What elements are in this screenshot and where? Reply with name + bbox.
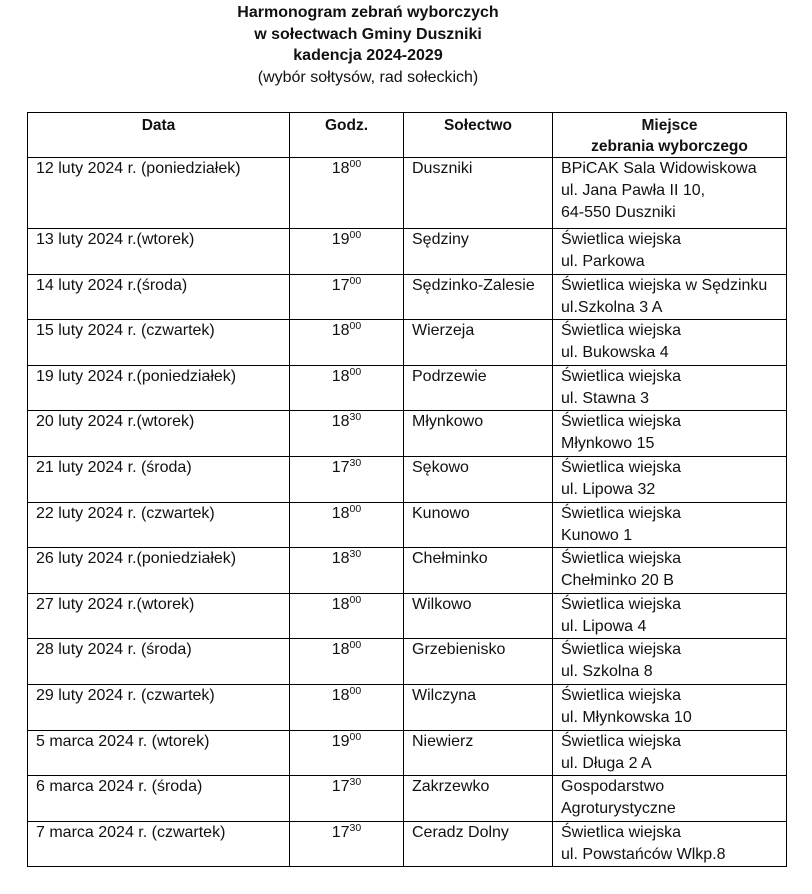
table-row: [28, 158, 787, 229]
date-cell: 28 luty 2024 r. (środa): [28, 639, 290, 685]
time-minutes: 00: [349, 639, 362, 652]
time-cell: [290, 229, 404, 275]
village-cell: Ceradz Dolny: [404, 821, 553, 867]
table-row: [28, 365, 787, 411]
time-hour: 18: [331, 550, 350, 568]
time-minutes: 30: [349, 776, 362, 789]
place-line: ul. Długa 2 A: [561, 754, 652, 772]
header-place-line: zebrania wyborczego: [591, 138, 748, 155]
place-line: ul. Parkowa: [561, 253, 645, 270]
village-cell: Wierzeja: [404, 320, 553, 366]
place-line: ul. Jana Pawła II 10,: [561, 182, 706, 199]
village-cell: Grzebienisko: [404, 639, 553, 685]
time-minutes: 00: [349, 593, 362, 606]
time-hour: 18: [331, 322, 350, 340]
meeting-schedule-table: [27, 112, 787, 867]
time-hour: 19: [331, 732, 350, 750]
place-line: Młynkowo 15: [561, 435, 655, 453]
time-hour: 18: [331, 595, 350, 613]
place-line: ul. Szkolna 8: [561, 663, 653, 681]
place-line: Świetlica wiejska: [561, 550, 682, 568]
time-cell: [290, 411, 404, 457]
time-minutes: 00: [349, 684, 362, 697]
place-cell: [553, 776, 787, 822]
time-minutes: 00: [349, 730, 362, 743]
place-line: Świetlica wiejska: [561, 231, 682, 248]
table-row: [28, 821, 787, 867]
time-minutes: 00: [349, 365, 362, 378]
place-cell: [553, 229, 787, 275]
place-cell: [553, 684, 787, 730]
date-cell: 26 luty 2024 r.(poniedziałek): [28, 548, 290, 594]
header-place-line: Miejsce: [641, 117, 698, 134]
document-header: [168, 2, 568, 89]
date-cell: 13 luty 2024 r.(wtorek): [28, 229, 290, 275]
place-line: Świetlica wiejska: [561, 641, 682, 659]
table-row: [28, 639, 787, 685]
village-cell: Niewierz: [404, 730, 553, 776]
place-line: ul. Lipowa 4: [561, 617, 647, 635]
time-cell: [290, 158, 404, 229]
place-line: Świetlica wiejska w Sędzinku: [561, 276, 768, 294]
place-cell: [553, 639, 787, 685]
table-row: [28, 776, 787, 822]
header-place: [553, 113, 787, 158]
place-line: ul. Powstańców Wlkp.8: [561, 845, 726, 863]
document-title: Harmonogram zebrań wyborczych: [237, 4, 499, 21]
date-cell: 29 luty 2024 r. (czwartek): [28, 684, 290, 730]
time-cell: [290, 456, 404, 502]
place-line: Świetlica wiejska: [561, 504, 682, 522]
village-cell: Kunowo: [404, 502, 553, 548]
document-subtitle: (wybór sołtysów, rad sołeckich): [257, 69, 479, 87]
time-hour: 18: [331, 686, 350, 704]
village-cell: Zakrzewko: [404, 776, 553, 822]
time-minutes: 30: [349, 411, 362, 424]
place-line: ul.Szkolna 3 A: [561, 298, 663, 316]
time-cell: [290, 502, 404, 548]
place-line: Świetlica wiejska: [561, 458, 682, 476]
table-row: [28, 502, 787, 548]
time-cell: [290, 548, 404, 594]
table-body: [28, 158, 787, 867]
place-cell: [553, 548, 787, 594]
time-cell: [290, 821, 404, 867]
place-line: ul. Lipowa 32: [561, 480, 656, 498]
header-village: Sołectwo: [404, 113, 553, 158]
place-line: Świetlica wiejska: [561, 686, 682, 704]
place-cell: [553, 821, 787, 867]
village-cell: Wilczyna: [404, 684, 553, 730]
time-hour: 18: [331, 504, 350, 522]
place-cell: [553, 320, 787, 366]
place-line: Świetlica wiejska: [561, 322, 682, 340]
table-row: [28, 730, 787, 776]
table-row: [28, 548, 787, 594]
place-cell: [553, 502, 787, 548]
time-hour: 17: [331, 778, 350, 796]
date-cell: 22 luty 2024 r. (czwartek): [28, 502, 290, 548]
date-cell: 27 luty 2024 r.(wtorek): [28, 593, 290, 639]
date-cell: 6 marca 2024 r. (środa): [28, 776, 290, 822]
place-cell: [553, 593, 787, 639]
place-line: ul. Bukowska 4: [561, 344, 669, 362]
village-cell: Sędziny: [404, 229, 553, 275]
time-minutes: 30: [349, 548, 362, 561]
table-row: [28, 411, 787, 457]
time-hour: 17: [331, 276, 350, 294]
date-cell: 14 luty 2024 r.(środa): [28, 274, 290, 320]
place-line: BPiCAK Sala Widowiskowa: [561, 160, 757, 177]
time-cell: [290, 320, 404, 366]
table-row: [28, 684, 787, 730]
place-line: ul. Stawna 3: [561, 389, 650, 407]
document-term: kadencja 2024-2029: [293, 47, 443, 65]
header-time: Godz.: [290, 113, 404, 158]
time-hour: 18: [331, 367, 350, 385]
date-cell: 20 luty 2024 r.(wtorek): [28, 411, 290, 457]
place-line: ul. Młynkowska 10: [561, 708, 692, 726]
time-cell: [290, 684, 404, 730]
date-cell: 7 marca 2024 r. (czwartek): [28, 821, 290, 867]
table-row: [28, 320, 787, 366]
table-row: [28, 456, 787, 502]
time-minutes: 00: [349, 320, 362, 333]
place-cell: [553, 411, 787, 457]
time-minutes: 00: [349, 274, 362, 287]
village-cell: Młynkowo: [404, 411, 553, 457]
village-cell: Podrzewie: [404, 365, 553, 411]
time-cell: [290, 639, 404, 685]
time-hour: 19: [331, 231, 350, 248]
time-cell: [290, 730, 404, 776]
place-line: Świetlica wiejska: [561, 367, 682, 385]
time-minutes: 30: [349, 456, 362, 469]
document-title-location: w sołectwach Gminy Duszniki: [254, 25, 482, 43]
time-minutes: 30: [349, 821, 362, 834]
place-line: Świetlica wiejska: [561, 823, 682, 841]
time-cell: [290, 274, 404, 320]
table-row: [28, 274, 787, 320]
date-cell: 21 luty 2024 r. (środa): [28, 456, 290, 502]
village-cell: Wilkowo: [404, 593, 553, 639]
time-cell: [290, 593, 404, 639]
place-cell: [553, 456, 787, 502]
time-minutes: 00: [349, 158, 362, 170]
place-line: Świetlica wiejska: [561, 732, 682, 750]
time-cell: [290, 776, 404, 822]
time-minutes: 00: [349, 229, 362, 241]
header-date: Data: [28, 113, 290, 158]
table-header-row: [28, 113, 787, 158]
village-cell: Duszniki: [404, 158, 553, 229]
place-cell: [553, 365, 787, 411]
place-line: Kunowo 1: [561, 526, 633, 544]
time-hour: 17: [331, 458, 350, 476]
village-cell: Chełminko: [404, 548, 553, 594]
time-hour: 17: [331, 823, 350, 841]
date-cell: 15 luty 2024 r. (czwartek): [28, 320, 290, 366]
place-line: Świetlica wiejska: [561, 413, 682, 431]
time-hour: 18: [331, 413, 350, 431]
place-line: 64-550 Duszniki: [561, 204, 676, 221]
place-line: Agroturystyczne: [561, 800, 676, 818]
time-hour: 18: [331, 641, 350, 659]
table-row: [28, 229, 787, 275]
village-cell: Sędzinko-Zalesie: [404, 274, 553, 320]
place-line: Gospodarstwo: [561, 778, 665, 796]
time-cell: [290, 365, 404, 411]
table-head: [28, 113, 787, 158]
date-cell: 19 luty 2024 r.(poniedziałek): [28, 365, 290, 411]
time-hour: 18: [331, 160, 350, 177]
place-cell: [553, 274, 787, 320]
village-cell: Sękowo: [404, 456, 553, 502]
place-line: Chełminko 20 B: [561, 572, 674, 590]
date-cell: 12 luty 2024 r. (poniedziałek): [28, 158, 290, 229]
place-cell: [553, 158, 787, 229]
place-cell: [553, 730, 787, 776]
date-cell: 5 marca 2024 r. (wtorek): [28, 730, 290, 776]
time-minutes: 00: [349, 502, 362, 515]
table-row: [28, 593, 787, 639]
place-line: Świetlica wiejska: [561, 595, 682, 613]
